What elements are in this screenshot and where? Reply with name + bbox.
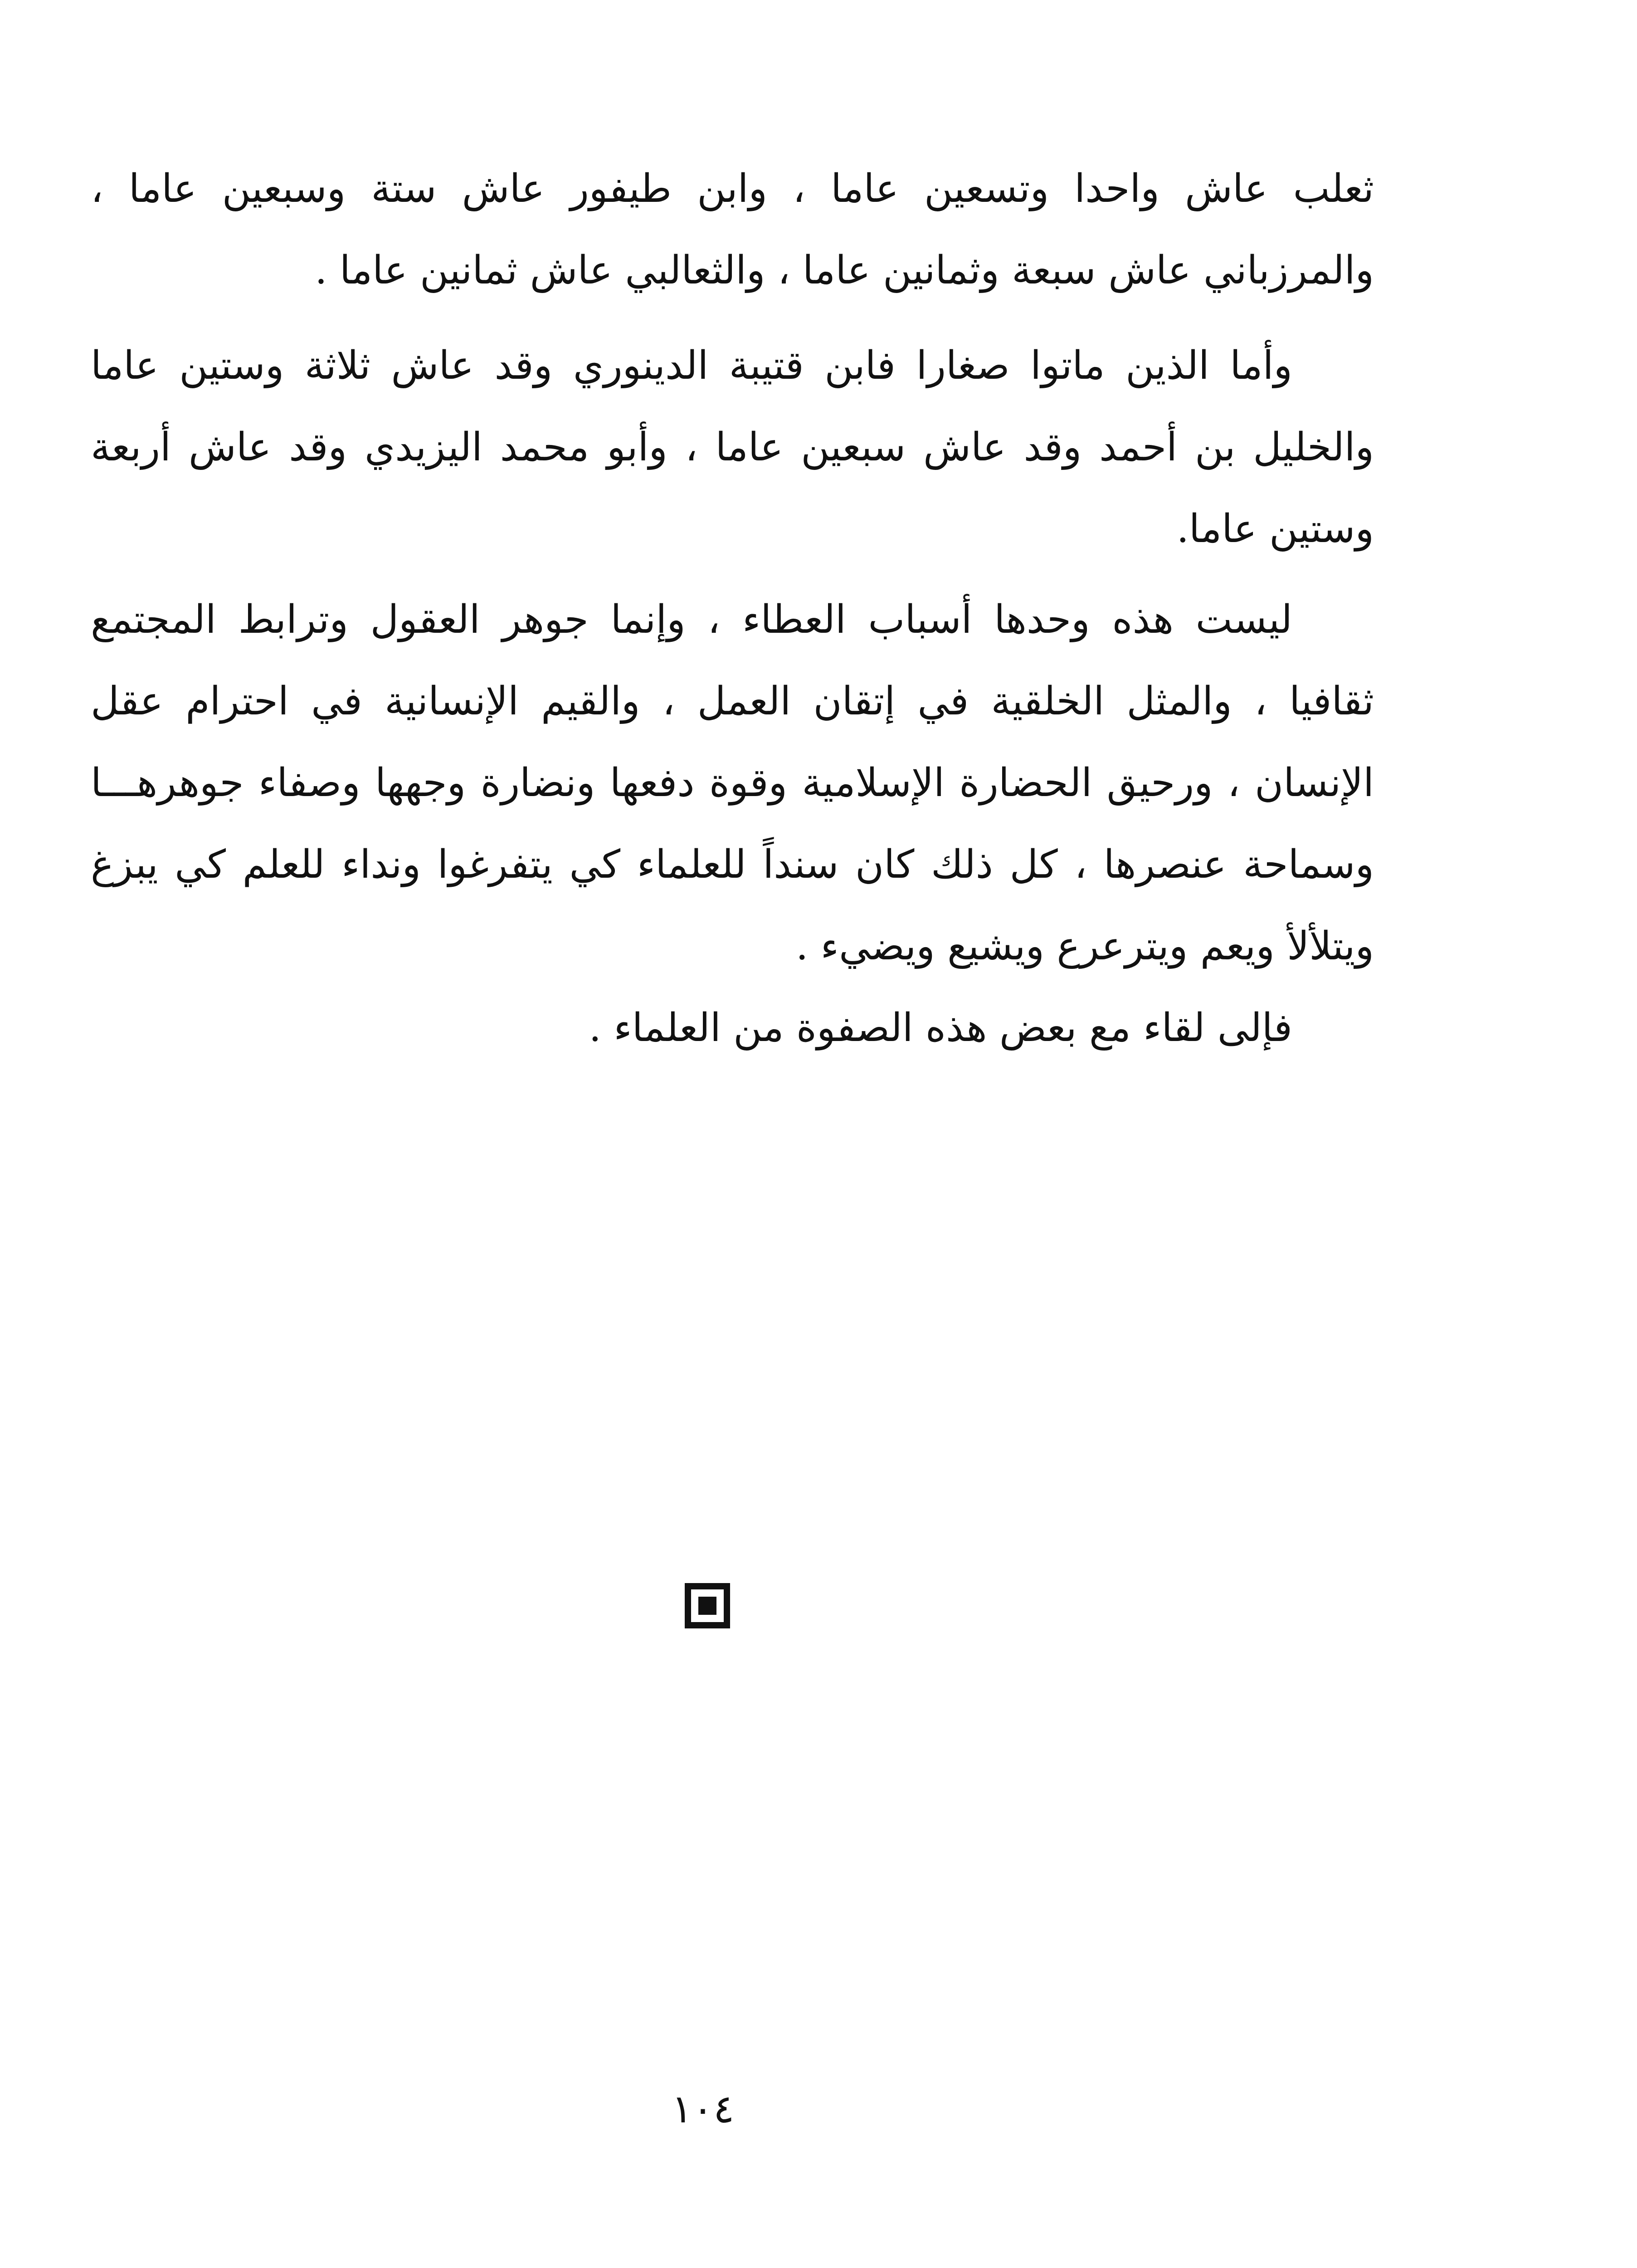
- end-of-section-icon: [685, 1583, 730, 1628]
- paragraph-lifespans-long: ثعلب عاش واحدا وتسعين عاما ، وابن طيفور عاش ستة وسبعين عاما ، والمرزباني عاش سبعة وثمانين عاما ، والثعالبي عاش ثمانين عاما .: [91, 166, 1374, 293]
- paragraph-lifespans-short: وأما الذين ماتوا صغارا فابن قتيبة الدينوري وقد عاش ثلاثة وستين عاما والخليل بن أحمد وقد عاش سبعين عاما ، وأبو محمد اليزيدي وقد عاش أربعة وستين عاما.: [91, 343, 1374, 552]
- paragraph-reasons: ليست هذه وحدها أسباب العطاء ، وإنما جوهر العقول وترابط المجتمع ثقافيا ، والمثل الخلقية في إتقان العمل ، والقيم الإنسانية في احترام عقل الإنسان ، ورحيق الحضارة الإسلامية وقوة دفعها ونضارة وجهها وصفاء جوهرهـــا وسماحة عنصرها ، كل ذلك كان سنداً للعلماء كي يتفرغوا ونداء للعلم كي يبزغ ويتلألأ ويعم ويترعرع ويشيع ويضيء .: [91, 597, 1374, 969]
- page-number: ١٠٤: [671, 2087, 735, 2132]
- paragraph-closing: فإلى لقاء مع بعض هذه الصفوة من العلماء .: [589, 1005, 1292, 1051]
